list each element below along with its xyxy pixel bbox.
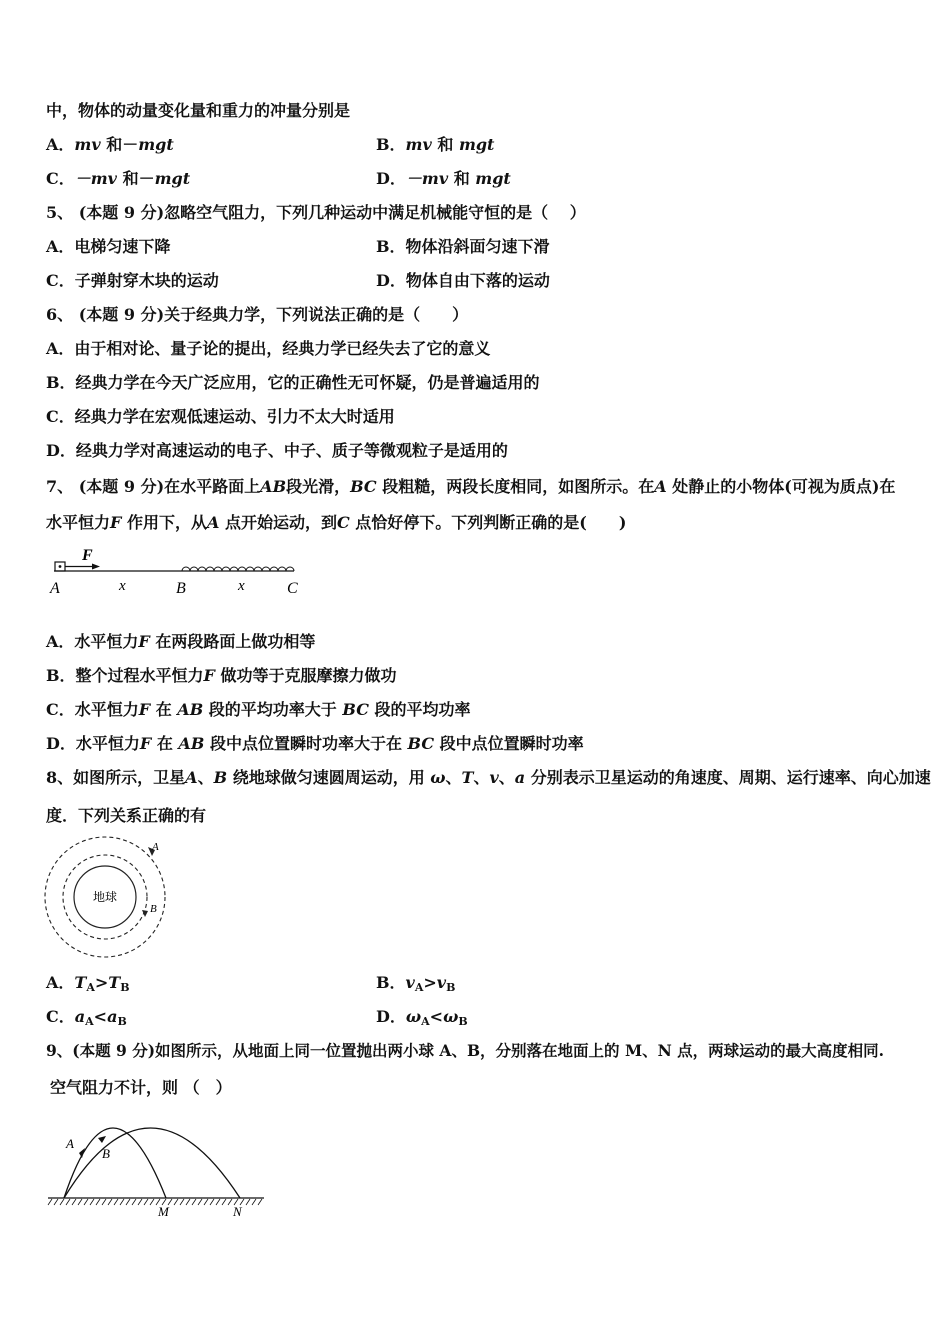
q4-stem-tail: 中，物体的动量变化量和重力的冲量分别是 [46, 101, 351, 120]
arrow-a-icon [79, 1148, 85, 1158]
label-x2: x [238, 578, 245, 594]
q7-stem-line1: 7、 (本题 9 分)在水平路面上AB段光滑，BC 段粗糙，两段长度相同，如图所示。在A 处静止的小物体(可视为质点)在 [46, 477, 896, 496]
q7-figure-track [44, 543, 306, 599]
q6-stem: 6、 (本题 9 分)关于经典力学，下列说法正确的是（ ） [46, 305, 469, 324]
q6-option-c[interactable]: C．经典力学在宏观低速运动、引力不太大时适用 [46, 407, 395, 426]
arrow-b-icon [98, 1136, 106, 1143]
label-N: N [233, 1204, 242, 1219]
q5-option-a[interactable]: A．电梯匀速下降 [46, 237, 171, 256]
q4-option-b[interactable]: B．mv 和 mgt [376, 135, 495, 154]
q8-option-c[interactable]: C．$a_A<a_B$ [46, 1007, 127, 1028]
label-F: F [82, 547, 93, 564]
q9-stem-line1: 9、(本题 9 分)如图所示，从地面上同一位置抛出两小球 A、B，分别落在地面上的 M、N 点，两球运动的最大高度相同. [46, 1041, 885, 1060]
q9-stem-line2: 空气阻力不计，则 （ ） [50, 1078, 232, 1097]
earth-label: 地球 [93, 890, 118, 904]
label-A: A [50, 580, 60, 597]
q4-option-d[interactable]: D．－mv 和 mgt [376, 169, 511, 188]
q5-stem: 5、 (本题 9 分)忽略空气阻力，下列几种运动中满足机械能守恒的是（ ） [46, 203, 586, 222]
q7-option-d[interactable]: D．水平恒力F 在 AB 段中点位置瞬时功率大于在 BC 段中点位置瞬时功率 [46, 734, 584, 753]
label-M: M [158, 1204, 169, 1219]
label-B: B [176, 580, 186, 597]
q8-stem-line1: 8、如图所示，卫星A、B 绕地球做匀速圆周运动，用 ω、T、v、a 分别表示卫星运动的角速度、周期、运行速率、向心加速 [46, 768, 931, 787]
q8-option-d[interactable]: D．$\omega_A<\omega_B$ [376, 1007, 468, 1028]
q9-figure-trajectories [44, 1112, 270, 1224]
q4-option-c[interactable]: C．－mv 和－mgt [46, 169, 191, 188]
label-B: B [150, 903, 157, 915]
q5-option-c[interactable]: C．子弹射穿木块的运动 [46, 271, 219, 290]
label-x1: x [119, 578, 126, 594]
q7-option-c[interactable]: C．水平恒力F 在 AB 段的平均功率大于 BC 段的平均功率 [46, 700, 471, 719]
q6-option-d[interactable]: D．经典力学对高速运动的电子、中子、质子等微观粒子是适用的 [46, 441, 508, 460]
q7-option-b[interactable]: B．整个过程水平恒力F 做功等于克服摩擦力做功 [46, 666, 397, 685]
q4-option-a[interactable]: A．mv 和－mgt [46, 135, 174, 154]
label-A: A [152, 841, 159, 853]
q8-stem-line2: 度．下列关系正确的有 [46, 806, 207, 825]
label-B: B [102, 1146, 110, 1161]
q5-option-b[interactable]: B．物体沿斜面匀速下滑 [376, 237, 550, 256]
q8-option-a[interactable]: A．$T_A>T_B$ [46, 973, 130, 994]
trajectory-b [64, 1128, 240, 1198]
q5-option-d[interactable]: D．物体自由下落的运动 [376, 271, 550, 290]
q8-figure-orbits [42, 834, 172, 960]
label-C: C [287, 580, 298, 597]
trajectory-a [64, 1128, 166, 1198]
q7-stem-line2: 水平恒力F 作用下，从A 点开始运动，到C 点恰好停下。下列判断正确的是( ) [46, 513, 627, 532]
ground-hatching [48, 1199, 262, 1205]
q8-option-b[interactable]: B．$v_A>v_B$ [376, 973, 456, 994]
q6-option-b[interactable]: B．经典力学在今天广泛应用，它的正确性无可怀疑，仍是普遍适用的 [46, 373, 540, 392]
label-A: A [66, 1136, 74, 1151]
q6-option-a[interactable]: A．由于相对论、量子论的提出，经典力学已经失去了它的意义 [46, 339, 491, 358]
arrow-b-icon [142, 910, 148, 917]
q7-option-a[interactable]: A．水平恒力F 在两段路面上做功相等 [46, 632, 316, 651]
